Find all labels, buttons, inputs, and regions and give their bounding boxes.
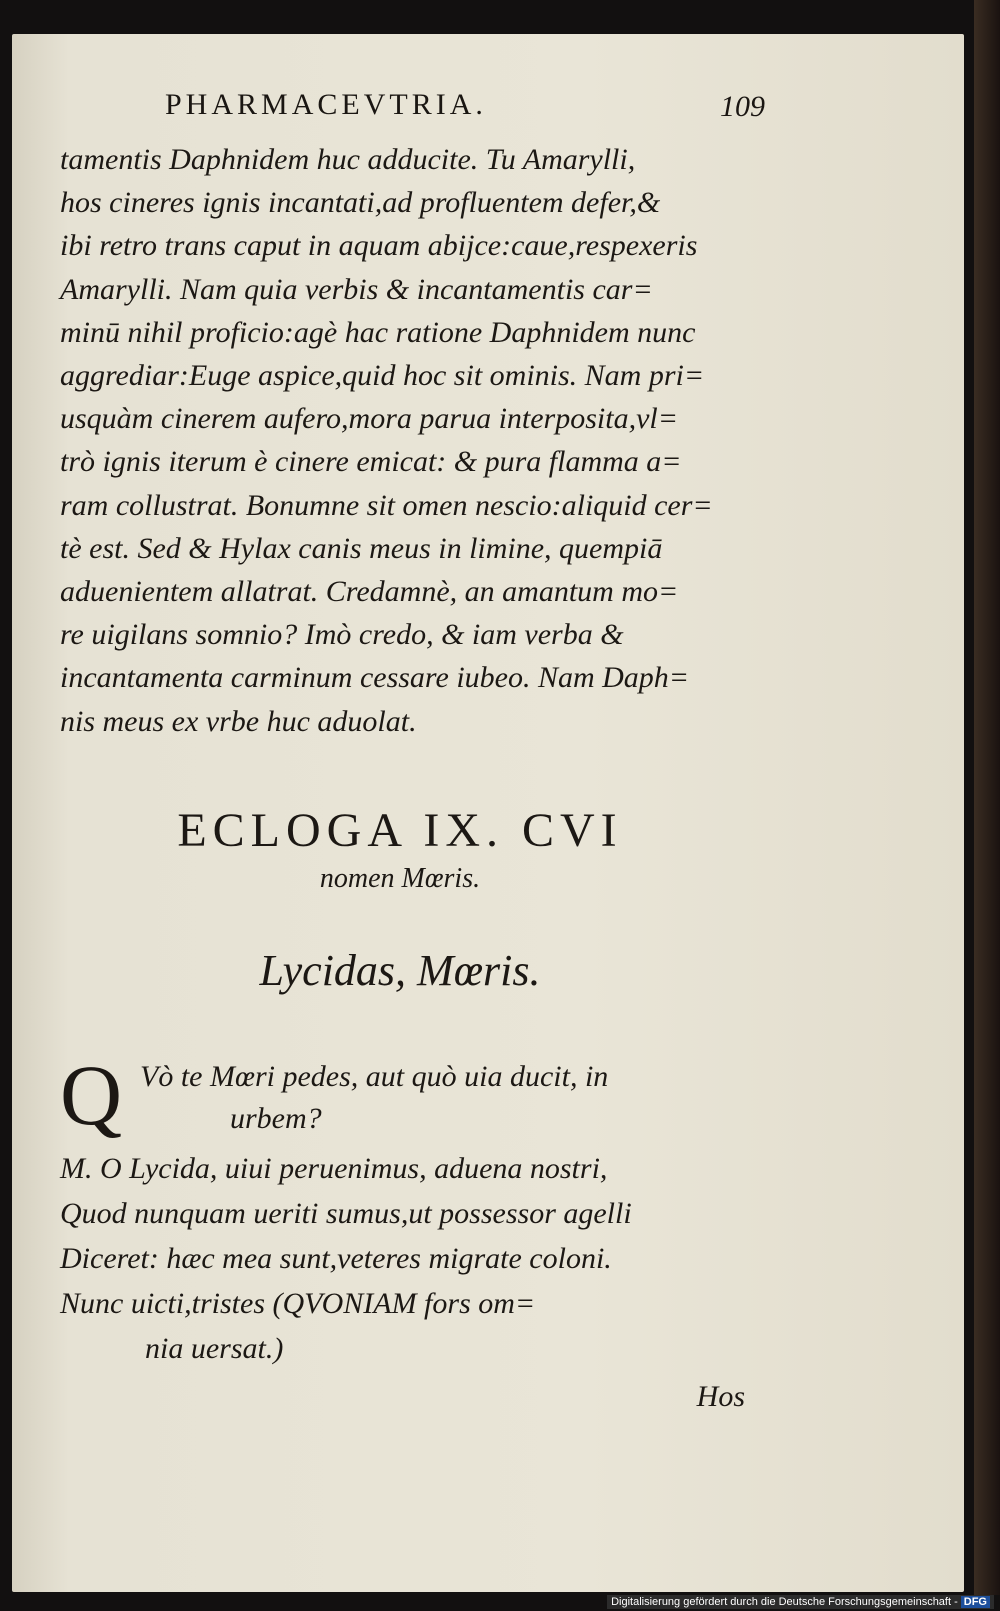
drop-cap-initial: Q [60,1047,123,1143]
verse-line: nia uersat.) [145,1332,284,1365]
catchword: Hos [696,1380,745,1413]
text-line: re uigilans somnio? Imò credo, & iam verba & [60,618,624,652]
text-line: tè est. Sed & Hylax canis meus in limine, quempiā [60,531,663,565]
text-line: aduenientem allatrat. Credamnè, an amantum mo= [60,575,679,609]
text-line: nis meus ex vrbe huc aduolat. [60,704,417,738]
eclogue-title: ECLOGA IX. CVI [177,804,623,857]
text-line: tamentis Daphnidem huc adducite. Tu Amarylli, [60,143,636,176]
dfg-logo: DFG [961,1596,990,1608]
text-line: hos cineres ignis incantati,ad profluentem defer,& [60,186,661,220]
text-line: ibi retro trans caput in aquam abijce:caue,respexeris [60,229,698,263]
digitization-credit [607,1595,994,1609]
running-title: PHARMACEVTRIA. [165,88,487,121]
verse-line: M. O Lycida, uiui peruenimus, aduena nostri, [60,1152,608,1185]
prose-block [60,138,760,743]
text-line: trò ignis iterum è cinere emicat: & pura flamma a= [60,445,682,479]
eclogue-subtitle: nomen Mœris. [319,863,481,894]
verse-line: Diceret: hæc mea sunt,veteres migrate coloni. [60,1242,612,1275]
verse-line: Vò te Mœri pedes, aut quò uia ducit, in [140,1060,609,1093]
text-line: ram collustrat. Bonumne sit omen nescio:aliquid cer= [60,488,713,522]
text-line: minū nihil proficio:agè hac ratione Daphnidem nunc [60,315,696,349]
credit-text: Digitalisierung gefördert durch die Deutsche Forschungsgemeinschaft - [611,1596,958,1608]
verse-line: Quod nunquam ueriti sumus,ut possessor agelli [60,1197,632,1230]
page-number: 109 [720,90,765,123]
speakers-heading: Lycidas, Mœris. [259,946,541,995]
book-edge [974,0,1000,1595]
page-header [165,88,765,128]
text-line: incantamenta carminum cessare iubeo. Nam Daph= [60,661,690,695]
text-line: Amarylli. Nam quia verbis & incantamentis car= [60,272,653,306]
text-line: aggrediar:Euge aspice,quid hoc sit ominis. Nam pri= [60,359,705,393]
verse-line: urbem? [230,1102,322,1135]
verse-line: Nunc uicti,tristes (QVONIAM fors om= [60,1287,536,1320]
text-line: usquàm cinerem aufero,mora parua interposita,vl= [60,402,678,436]
